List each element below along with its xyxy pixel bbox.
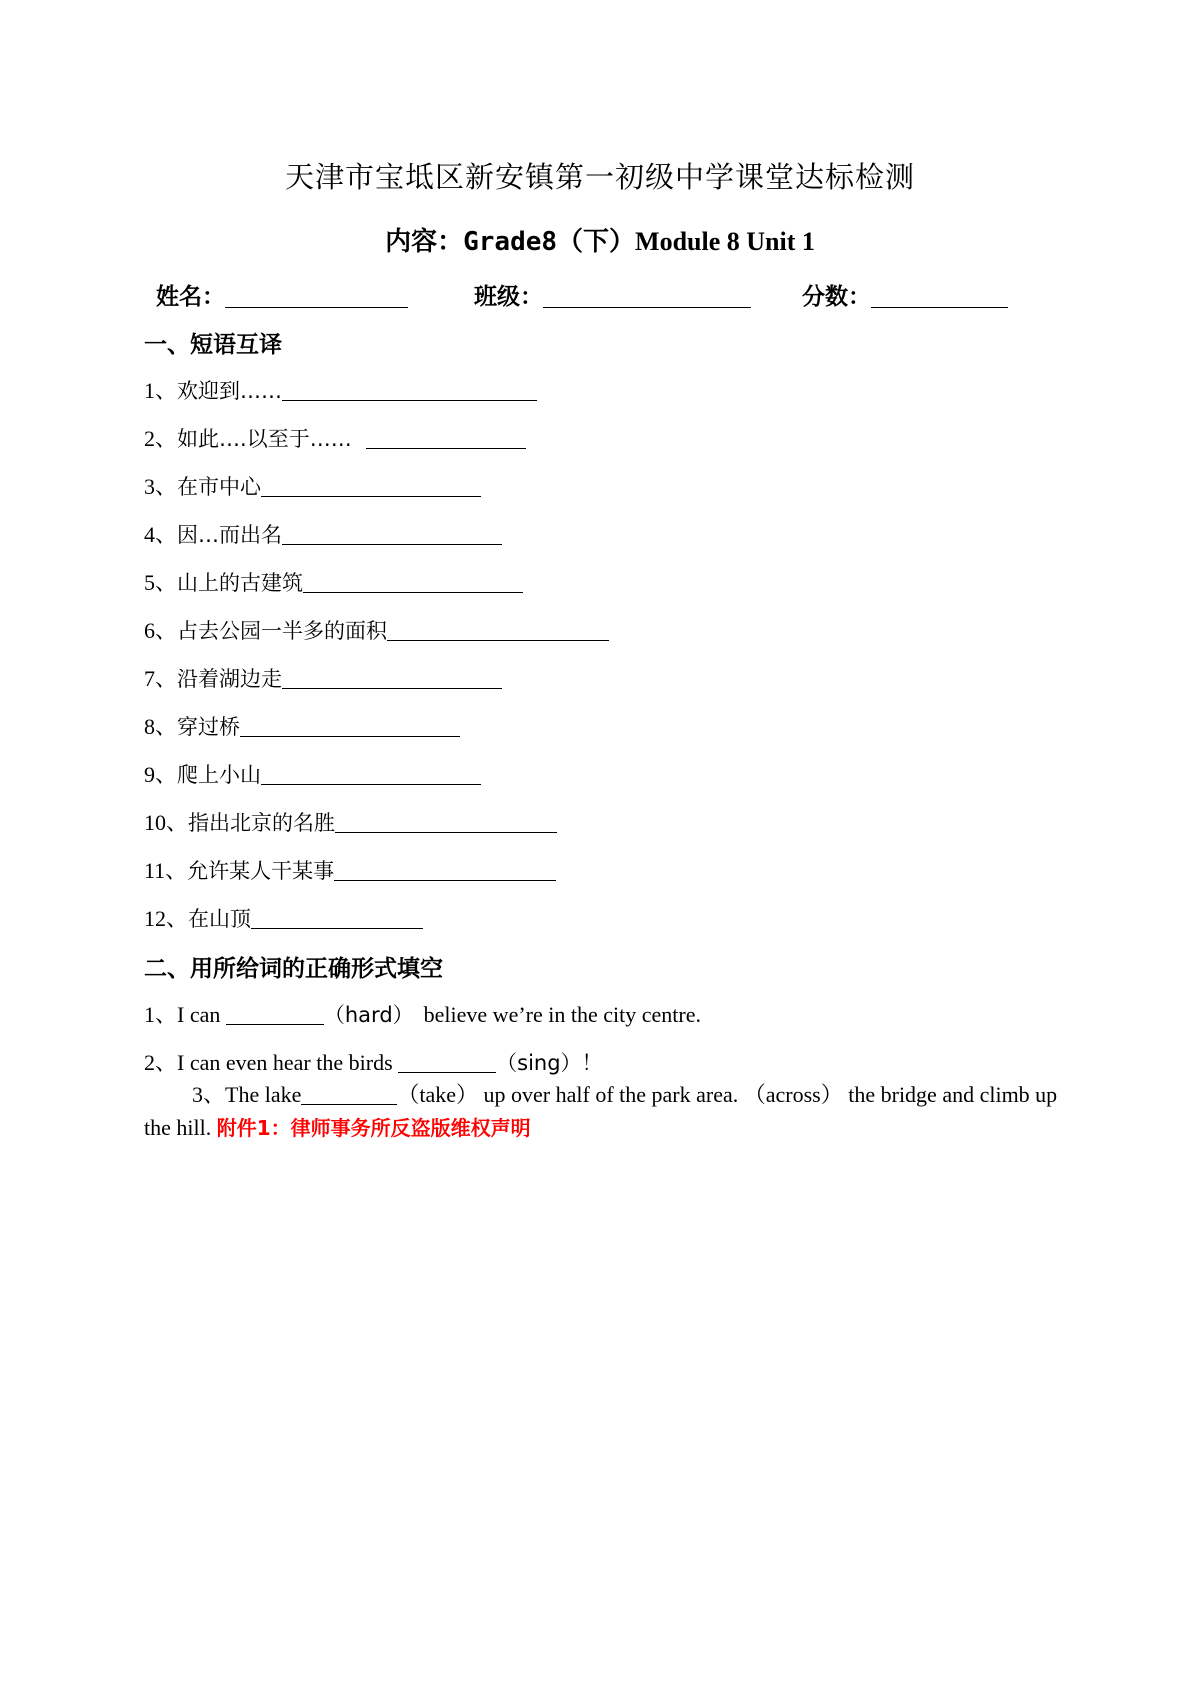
list-item <box>144 518 502 549</box>
word-hint: （hard） <box>323 1003 414 1027</box>
list-item <box>144 710 460 741</box>
class-field <box>474 278 751 311</box>
item-number: 2、 <box>144 426 178 451</box>
answer-blank[interactable] <box>240 716 460 737</box>
item-text: 允许某人干某事 <box>187 859 335 883</box>
fill-question-3 <box>144 1078 1064 1145</box>
fill-question-2 <box>144 1046 603 1077</box>
item-number: 3、 <box>192 1082 226 1107</box>
subtitle-module: Module 8 Unit 1 <box>635 227 815 256</box>
item-text: 山上的古建筑 <box>177 571 304 595</box>
item-number: 10、 <box>144 810 189 835</box>
item-number: 11、 <box>144 858 188 883</box>
item-number: 5、 <box>144 570 178 595</box>
answer-blank[interactable] <box>398 1052 496 1073</box>
item-number: 1、 <box>144 378 178 403</box>
class-blank[interactable] <box>543 285 751 308</box>
list-item <box>144 374 537 405</box>
item-text: 穿过桥 <box>177 715 241 739</box>
answer-blank[interactable] <box>251 908 423 929</box>
name-label: 姓名： <box>156 284 225 310</box>
item-number: 6、 <box>144 618 178 643</box>
name-blank[interactable] <box>225 285 408 308</box>
question-text: I can even hear the birds <box>177 1050 399 1075</box>
list-item <box>144 422 526 453</box>
question-text: up over half of the park area. <box>478 1082 744 1107</box>
item-number: 9、 <box>144 762 178 787</box>
answer-blank[interactable] <box>282 668 502 689</box>
item-text: 在山顶 <box>188 907 252 931</box>
word-hint: （across） <box>743 1082 843 1107</box>
answer-blank[interactable] <box>366 428 526 449</box>
score-label: 分数： <box>802 284 871 310</box>
item-number: 4、 <box>144 522 178 547</box>
item-number: 8、 <box>144 714 178 739</box>
answer-blank[interactable] <box>282 380 537 401</box>
list-item <box>144 854 556 885</box>
list-item <box>144 806 557 837</box>
answer-blank[interactable] <box>261 764 481 785</box>
item-number: 2、 <box>144 1050 178 1075</box>
subtitle-term: （下） <box>557 227 636 257</box>
answer-blank[interactable] <box>226 1004 324 1025</box>
word-hint: （sing）！ <box>496 1051 603 1075</box>
word-hint: （take） <box>397 1082 479 1107</box>
score-field <box>802 278 1008 311</box>
score-blank[interactable] <box>871 285 1008 308</box>
answer-blank[interactable] <box>334 860 556 881</box>
list-item <box>144 662 502 693</box>
question-text: believe we’re in the city centre. <box>423 1002 701 1027</box>
section1-heading: 一、短语互译 <box>144 332 282 358</box>
item-text: 如此….以至于…… <box>177 427 352 451</box>
item-text: 沿着湖边走 <box>177 667 283 691</box>
answer-blank[interactable] <box>301 1084 397 1105</box>
question-text: the bridge and climb up the hill. <box>144 1082 1058 1140</box>
list-item <box>144 566 523 597</box>
name-field <box>156 278 408 311</box>
item-text: 欢迎到…… <box>177 379 283 403</box>
answer-blank[interactable] <box>387 620 609 641</box>
item-text: 爬上小山 <box>177 763 262 787</box>
item-text: 因…而出名 <box>177 523 283 547</box>
page-subtitle <box>0 221 1200 258</box>
item-number: 7、 <box>144 666 178 691</box>
footer-note-link[interactable]: 附件1：律师事务所反盗版维权声明 <box>216 1116 531 1140</box>
item-text: 指出北京的名胜 <box>188 811 336 835</box>
answer-blank[interactable] <box>261 476 481 497</box>
list-item <box>144 758 481 789</box>
page-title: 天津市宝坻区新安镇第一初级中学课堂达标检测 <box>284 160 915 194</box>
fill-question-1 <box>144 998 701 1029</box>
question-text: I can <box>177 1002 226 1027</box>
item-number: 12、 <box>144 906 189 931</box>
item-text: 在市中心 <box>177 475 262 499</box>
question-text: The lake <box>225 1082 302 1107</box>
item-text: 占去公园一半多的面积 <box>177 619 388 643</box>
item-number: 3、 <box>144 474 178 499</box>
item-number: 1、 <box>144 1002 178 1027</box>
answer-blank[interactable] <box>282 524 502 545</box>
subtitle-prefix: 内容： <box>385 227 464 257</box>
answer-blank[interactable] <box>335 812 557 833</box>
list-item <box>144 614 609 645</box>
class-label: 班级： <box>474 284 543 310</box>
section2-heading: 二、用所给词的正确形式填空 <box>144 956 443 982</box>
subtitle-grade: Grade8 <box>463 227 558 257</box>
list-item <box>144 902 423 933</box>
list-item <box>144 470 481 501</box>
answer-blank[interactable] <box>303 572 523 593</box>
